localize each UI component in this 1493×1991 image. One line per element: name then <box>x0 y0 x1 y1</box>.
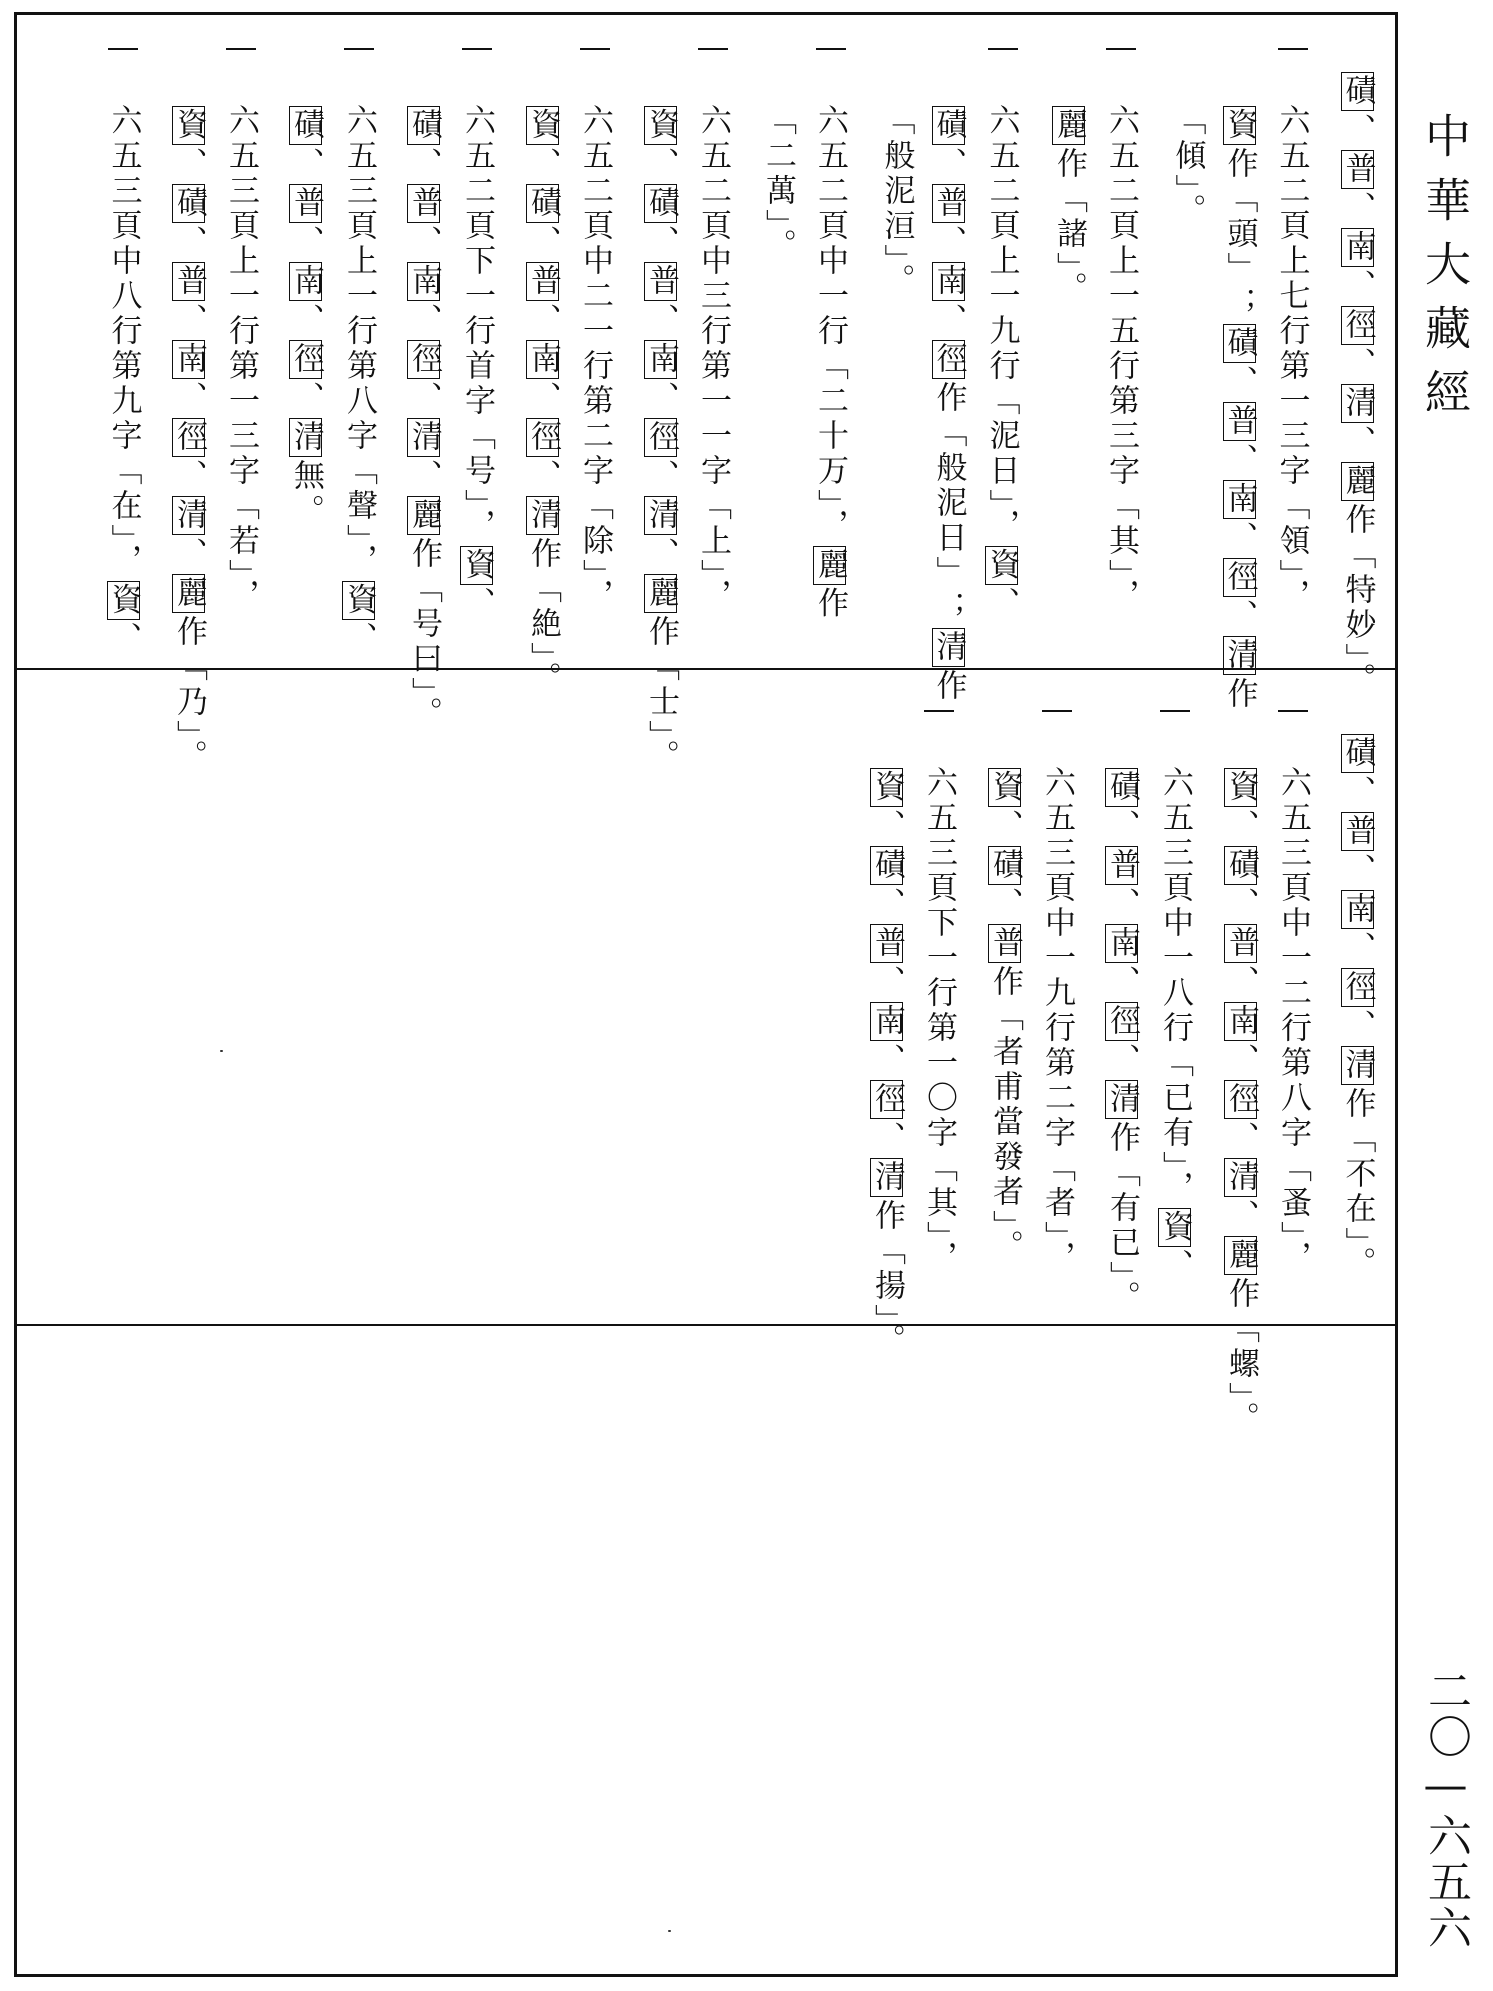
scan-speck <box>220 1050 223 1052</box>
edition-siglum: 南 <box>406 264 442 299</box>
entry-lines <box>1325 732 1389 1282</box>
entry-line: 六五二頁上七行第一三字「領」， <box>1273 104 1310 614</box>
entry-lines <box>971 766 1089 1276</box>
edition-siglum: 普 <box>1339 152 1376 187</box>
edition-siglum: 南 <box>1339 892 1376 927</box>
note-entry <box>391 28 509 732</box>
edition-siglum: 普 <box>1221 404 1258 439</box>
edition-siglum: 徑 <box>288 342 324 377</box>
edition-siglum: 麗 <box>1051 108 1087 143</box>
note-entry <box>1325 28 1389 698</box>
entry-line: 資、磧、普作「者甫當發者」。 <box>987 770 1023 1265</box>
entry-line: 磧、普、南、徑、清、麗作「号曰」。 <box>406 108 442 732</box>
entry-line: 「二萬」。 <box>760 104 796 264</box>
edition-siglum: 磧 <box>288 108 324 143</box>
entry-line: 資、磧、普、南、徑、清、麗作「士」。 <box>643 108 679 775</box>
page-number: 二〇—六五六 <box>1420 1668 1471 1951</box>
entry-line: 六五二頁中一行「二十万」，麗作 <box>812 104 848 622</box>
sutra-collection-title: 中華大藏經 <box>1418 112 1472 432</box>
entry-marker <box>1042 710 1072 712</box>
entry-line: 六五三頁上一行第一三字「若」， <box>223 104 259 614</box>
edition-siglum: 清 <box>869 1160 905 1195</box>
edition-siglum: 南 <box>1223 1004 1259 1039</box>
edition-siglum: 麗 <box>406 498 442 533</box>
edition-siglum: 麗 <box>812 547 848 583</box>
edition-siglum: 麗 <box>1223 1238 1259 1273</box>
edition-siglum: 徑 <box>1223 1082 1259 1117</box>
entry-marker <box>698 48 728 50</box>
edition-siglum: 清 <box>930 630 967 665</box>
edition-siglum: 徑 <box>1339 970 1376 1005</box>
edition-siglum: 資 <box>1157 1209 1193 1245</box>
edition-siglum: 磧 <box>525 186 561 221</box>
entry-marker <box>226 48 256 50</box>
edition-siglum: 徑 <box>869 1082 905 1117</box>
edition-siglum: 普 <box>1223 926 1259 961</box>
note-entry <box>627 28 745 775</box>
edition-siglum: 磧 <box>406 108 442 143</box>
edition-siglum: 徑 <box>1104 1004 1140 1039</box>
entry-lines <box>863 104 1035 704</box>
entry-line: 六五三頁下一行第一〇字「其」， <box>921 766 957 1276</box>
edition-siglum: 資 <box>869 770 905 805</box>
edition-siglum: 徑 <box>643 420 679 455</box>
entry-lines <box>1207 766 1325 1437</box>
edition-siglum: 普 <box>1339 814 1376 849</box>
entry-line: 磧、普、南、徑作「般泥日」；清作 <box>930 108 967 704</box>
edition-siglum: 普 <box>1104 848 1140 883</box>
edition-siglum: 徑 <box>406 342 442 377</box>
edition-siglum: 南 <box>171 342 207 377</box>
entry-line: 資、磧、普、南、徑、清、麗作「螺」。 <box>1223 770 1259 1437</box>
note-entry <box>155 28 273 775</box>
edition-siglum: 麗 <box>171 576 207 611</box>
edition-siglum: 磧 <box>171 186 207 221</box>
edition-siglum: 普 <box>869 926 905 961</box>
edition-siglum: 資 <box>459 547 495 583</box>
note-entry <box>1089 690 1207 1315</box>
edition-siglum: 普 <box>643 264 679 299</box>
edition-siglum: 磧 <box>1339 74 1376 109</box>
edition-siglum: 資 <box>341 582 377 618</box>
edition-siglum: 普 <box>406 186 442 221</box>
entry-line: 六五二頁中二一行第二字「除」， <box>577 104 613 614</box>
entry-lines <box>509 104 627 697</box>
edition-siglum: 徑 <box>525 420 561 455</box>
entry-line: 「傾」。 <box>1169 104 1206 229</box>
edition-siglum: 清 <box>643 498 679 533</box>
edition-siglum: 南 <box>1221 482 1258 517</box>
edition-siglum: 麗 <box>643 576 679 611</box>
edition-siglum: 徑 <box>171 420 207 455</box>
edition-siglum: 清 <box>1339 386 1376 421</box>
edition-siglum: 資 <box>987 770 1023 805</box>
edition-siglum: 南 <box>930 264 967 299</box>
edition-siglum: 徑 <box>1221 560 1258 595</box>
side-title <box>1408 112 1482 432</box>
edition-siglum: 清 <box>288 420 324 455</box>
edition-siglum: 清 <box>1221 638 1258 673</box>
edition-siglum: 普 <box>525 264 561 299</box>
entry-line: 資、磧、普、南、徑、清作「絶」。 <box>525 108 561 697</box>
note-entry <box>273 28 391 663</box>
entry-lines <box>1089 766 1207 1316</box>
edition-siglum: 磧 <box>930 108 967 143</box>
edition-siglum: 清 <box>171 498 207 533</box>
note-entry <box>509 28 627 697</box>
edition-siglum: 南 <box>1339 230 1376 265</box>
edition-siglum: 資 <box>525 108 561 143</box>
entry-line: 磧、普、南、徑、清、麗作「特妙」。 <box>1339 74 1376 698</box>
note-entry <box>91 28 155 663</box>
edition-siglum: 磧 <box>987 848 1023 883</box>
entry-marker <box>344 48 374 50</box>
entry-lines <box>745 104 863 622</box>
edition-siglum: 南 <box>1104 926 1140 961</box>
entry-lines <box>853 766 971 1359</box>
edition-siglum: 普 <box>171 264 207 299</box>
entry-line: 磧、普、南、徑、清無。 <box>288 108 324 529</box>
entry-line: 六五二頁中三行第一一字「上」， <box>695 104 731 614</box>
entry-lines <box>1325 70 1389 698</box>
entry-marker <box>1160 710 1190 712</box>
entry-marker <box>108 48 138 50</box>
edition-siglum: 磧 <box>1221 326 1258 361</box>
entry-line: 六五三頁上一行第八字「聲」，資、 <box>341 104 377 657</box>
entry-lines <box>627 104 745 775</box>
note-entry <box>1325 690 1389 1315</box>
edition-siglum: 磧 <box>1223 848 1259 883</box>
edition-siglum: 資 <box>105 582 142 618</box>
entry-line: 六五三頁中一二行第八字「蚤」， <box>1275 766 1311 1276</box>
edition-siglum: 磧 <box>643 186 679 221</box>
entry-lines <box>155 104 273 775</box>
entry-line: 麗作「諸」。 <box>1051 108 1087 307</box>
edition-siglum: 清 <box>406 420 442 455</box>
edition-siglum: 清 <box>525 498 561 533</box>
note-entry <box>863 28 1035 704</box>
edition-siglum: 資 <box>983 547 1020 583</box>
register-divider-2 <box>14 1324 1398 1326</box>
edition-siglum: 南 <box>525 342 561 377</box>
note-entry <box>853 690 971 1359</box>
entry-line: 資、磧、普、南、徑、清作「揚」。 <box>869 770 905 1359</box>
entry-line: 六五三頁中一八行「已有」，資、 <box>1157 766 1193 1284</box>
entry-marker <box>462 48 492 50</box>
entry-lines <box>391 104 509 732</box>
entry-line: 六五二頁下一行首字「号」，資、 <box>459 104 495 622</box>
entry-marker <box>580 48 610 50</box>
entry-line: 資作「頭」；磧、普、南、徑、清作 <box>1221 108 1258 712</box>
edition-siglum: 南 <box>643 342 679 377</box>
entry-lines <box>1035 104 1153 614</box>
edition-siglum: 資 <box>643 108 679 143</box>
entry-lines <box>273 104 391 657</box>
edition-siglum: 清 <box>1223 1160 1259 1195</box>
edition-siglum: 磧 <box>1104 770 1140 805</box>
entry-line: 六五二頁上一九行「泥日」，資、 <box>983 104 1020 622</box>
edition-siglum: 普 <box>288 186 324 221</box>
entry-marker <box>924 710 954 712</box>
entry-line: 磧、普、南、徑、清作「有已」。 <box>1104 770 1140 1316</box>
entry-line: 六五二頁上一五行第三字「其」， <box>1103 104 1139 614</box>
edition-siglum: 普 <box>930 186 967 221</box>
edition-siglum: 清 <box>1339 1048 1376 1083</box>
note-entry <box>1153 28 1325 712</box>
note-entry <box>1207 690 1325 1437</box>
edition-siglum: 資 <box>171 108 207 143</box>
note-entry <box>745 28 863 663</box>
scan-speck <box>668 1930 671 1932</box>
edition-siglum: 徑 <box>1339 308 1376 343</box>
entry-marker <box>1278 710 1308 712</box>
edition-siglum: 磧 <box>1339 736 1376 771</box>
entry-lines <box>91 104 155 657</box>
edition-siglum: 磧 <box>869 848 905 883</box>
entry-line: 「般泥洹」。 <box>878 104 915 299</box>
side-page-number <box>1408 1668 1482 1951</box>
entry-line: 資、磧、普、南、徑、清、麗作「乃」。 <box>171 108 207 775</box>
note-entry <box>971 690 1089 1315</box>
edition-siglum: 南 <box>288 264 324 299</box>
entry-line: 六五三頁中一九行第二字「者」， <box>1039 766 1075 1276</box>
note-entry <box>1035 28 1153 663</box>
entry-line: 磧、普、南、徑、清作「不在」。 <box>1339 736 1376 1282</box>
edition-siglum: 麗 <box>1339 464 1376 499</box>
register-middle <box>853 690 1389 1437</box>
entry-marker <box>816 48 846 50</box>
edition-siglum: 南 <box>869 1004 905 1039</box>
entry-marker <box>1278 48 1308 50</box>
entry-lines <box>1153 104 1325 712</box>
edition-siglum: 清 <box>1104 1082 1140 1117</box>
register-top <box>91 28 1389 775</box>
entry-line: 六五三頁中八行第九字「在」，資、 <box>105 104 142 657</box>
edition-siglum: 徑 <box>930 342 967 377</box>
edition-siglum: 資 <box>1223 770 1259 805</box>
edition-siglum: 普 <box>987 926 1023 961</box>
edition-siglum: 資 <box>1221 108 1258 143</box>
entry-marker <box>988 48 1018 50</box>
entry-marker <box>1106 48 1136 50</box>
